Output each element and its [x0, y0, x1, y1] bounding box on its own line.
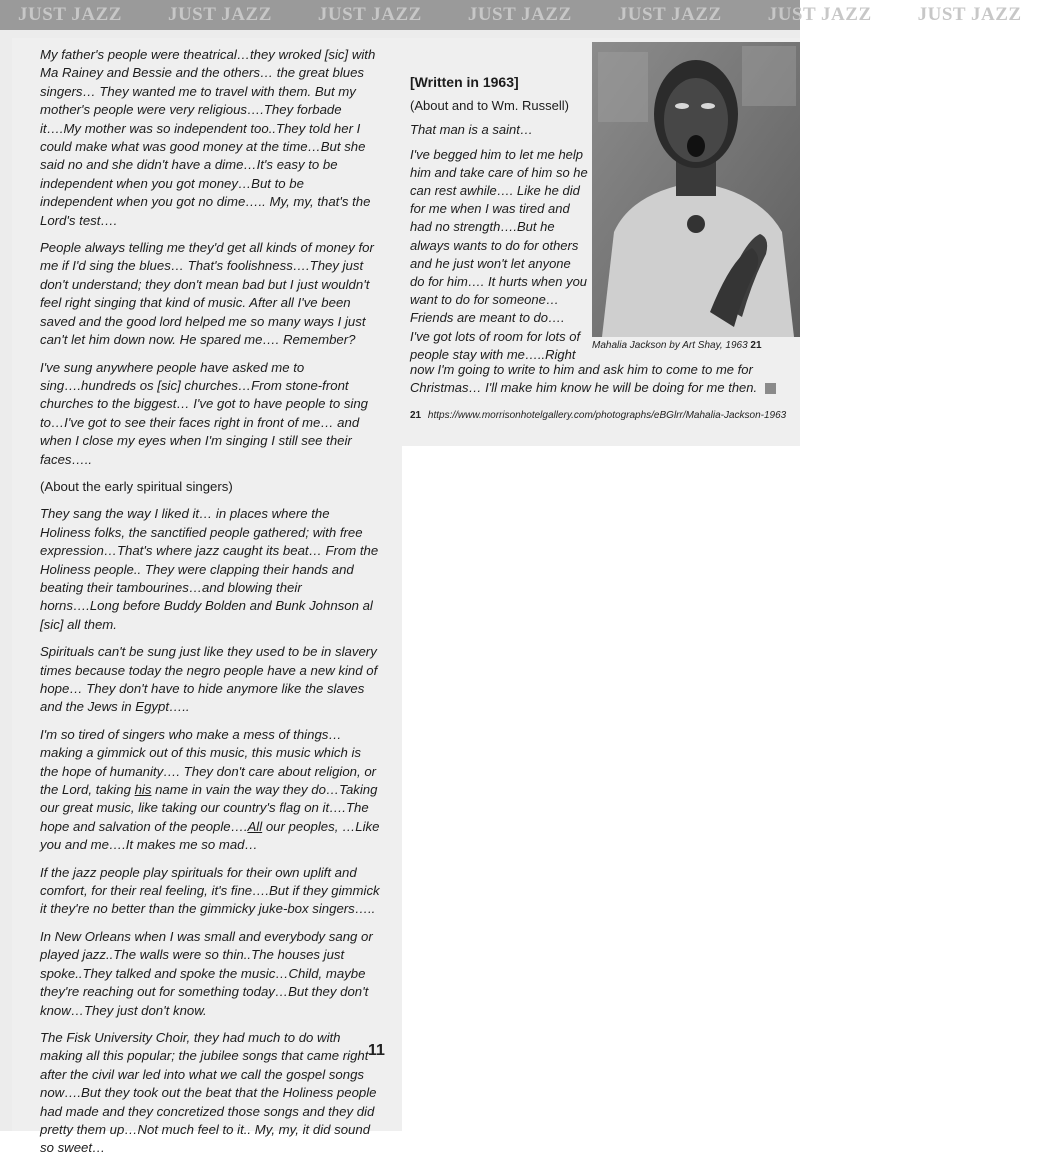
end-of-article-mark: [765, 383, 776, 394]
portrait-illustration: [592, 42, 800, 337]
paragraph: If the jazz people play spirituals for their own uplift and comfort, for their real feeling, it's fine….But if they gimmick it they're no better than the gimmicky juke-box singers…..: [40, 864, 380, 917]
footnote: [410, 409, 790, 422]
header-label: JUST JAZZ: [917, 4, 1022, 25]
header-label: JUST JAZZ: [467, 4, 572, 25]
photo-caption: [592, 340, 800, 351]
text-run: our peoples, …Like you and me….It makes me so mad…: [40, 818, 380, 853]
underlined-word: his: [134, 782, 152, 798]
paragraph: They sang the way I liked it… in places where the Holiness folks, the sanctified people gathered; with free expression…That's where jazz caught its beat… From the Holiness people.. They were clapping their hands and beating their tambourines…and blowing their horns….Long before Buddy Bolden and Bunk Johnson al [sic] all them.: [40, 506, 379, 632]
caption-text: Mahalia Jackson by Art Shay, 1963: [592, 340, 748, 351]
running-header: [0, 0, 1022, 30]
section-subheading: (About and to Wm. Russell): [410, 98, 569, 114]
paragraph: The Fisk University Choir, they had much to do with making all this popular; the jubilee songs that came right after the civil war led into what we call the gospel songs now….But they took out the beat that the Holiness people had made and they concretized those songs and they did pretty them up…Not much feel to it.. My, my, it did sound so sweet…: [40, 1029, 377, 1156]
text-run: I'm so tired of singers who make a mess of things… making a gimmick out of this music, this music which is the hope of humanity…. They don't care about religion, or the Lord, taking: [40, 726, 377, 798]
footnote-url: https://www.morrisonhotelgallery.com/photographs/eBGlrr/Mahalia-Jackson-1963: [427, 410, 787, 421]
paragraph: That man is a saint…: [410, 122, 533, 138]
paragraph: I've sung anywhere people have asked me to sing….hundreds os [sic] churches…From stone-front churches to the biggest… I've got to have people to sing to…I've got to see their faces right in front of me… and when I close my eyes when I'm singing I still see their faces…..: [40, 359, 369, 467]
paragraph: People always telling me they'd get all kinds of money for me if I'd sing the blues… That's foolishness….They just don't understand; they don't mean bad but I just wouldn't feel right singing that kind of music. After all I've been saved and the good lord helped me so many ways I just can't let him down now. He spared me…. Remember?: [40, 240, 374, 348]
section-heading: [Written in 1963]: [410, 74, 519, 90]
paragraph: Spirituals can't be sung just like they used to be in slavery times because today the negro people have a new kind of hope… They don't have to hide anymore like the slaves and the Jews in Egypt…..: [40, 644, 378, 715]
blank-panel: [402, 446, 800, 1131]
header-label: JUST JAZZ: [767, 4, 872, 25]
section-note: (About the early spiritual singers): [40, 478, 233, 494]
portrait-photo: [592, 42, 800, 337]
footnote-number: 21: [410, 410, 422, 421]
side-text-column: [410, 73, 588, 370]
paragraph: In New Orleans when I was small and everybody sang or played jazz..The walls were so thin..The houses just spoke..They talked and spoke the music…Child, maybe they're reaching out for something today…But they don't know…They just don't know.: [40, 928, 373, 1018]
main-text-column: [40, 46, 380, 1167]
text-run: name in vain the way they do…Taking our great music, like taking our country's flag on it….The hope and salvation of the people….: [40, 782, 378, 834]
paragraph: [40, 726, 380, 855]
paragraph: I've begged him to let me help him and take care of him so he can rest awhile…. Like he did for me when I was tired and had no strength….But he always wants to do for others and he just won't let anyone do for him…. It hurts when you want to do for someone…Friends are meant to do…. I've got lots of room for lots of people stay with me…..Right: [410, 146, 588, 362]
header-label: JUST JAZZ: [167, 4, 272, 25]
page-number: 11: [368, 1042, 385, 1059]
header-label: JUST JAZZ: [18, 4, 122, 25]
footnote-reference: 21: [750, 340, 762, 351]
header-label: JUST JAZZ: [617, 4, 722, 25]
closing-paragraph: [410, 361, 790, 397]
underlined-word: All: [247, 818, 263, 834]
paragraph: My father's people were theatrical…they wroked [sic] with Ma Rainey and Bessie and the others… the great blues singers… They wanted me to travel with them. But my mother's people were very religious….They forbade it….My mother was so independent too..They told her I could make what was good money at the time…But she said no and she didn't have a dime…It's easy to be independent when you got money…But to be independent when you got no dime….. My, my, that's the Lord's test….: [40, 47, 376, 228]
header-label: JUST JAZZ: [317, 4, 422, 25]
paragraph: now I'm going to write to him and ask him to come to me for Christmas… I'll make him know he will be doing for me then.: [410, 362, 758, 396]
